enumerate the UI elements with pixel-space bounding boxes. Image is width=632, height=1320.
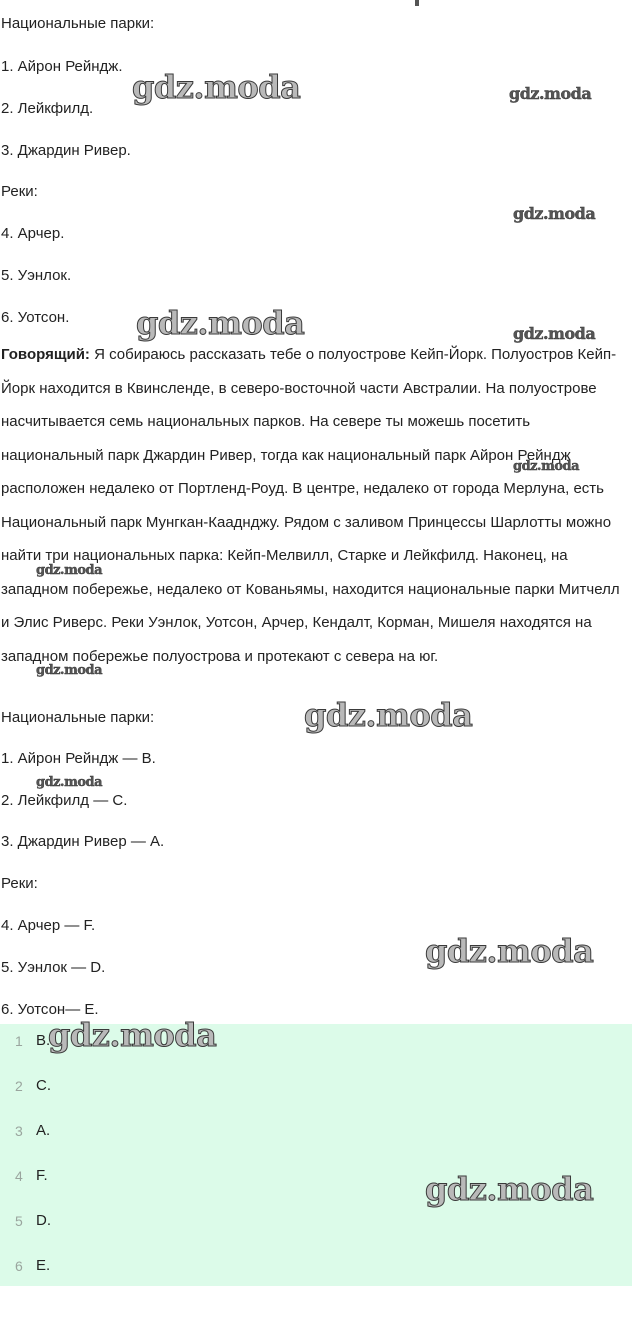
speaker-paragraph: [1, 338, 631, 673]
watermark: gdz.moda: [513, 459, 580, 474]
list-item: 2. Лейкфилд.: [1, 100, 94, 117]
answer-block: [0, 1024, 632, 1286]
list-item: 4. Арчер.: [1, 225, 65, 242]
watermark: gdz.moda: [36, 775, 103, 790]
speaker-text: Я собираюсь рассказать тебе о полуострове Кейп-Йорк. Полуостров Кейп-Йорк находится в Квинсленде, в северо-восточной части Австралии. На полуострове насчитывается семь национальных парков. На севере ты можешь посетить национальный парк Джардин Ривер, тогда как национальный парк Айрон Рейндж расположен недалеко от Портленд-Роуд. В центре, недалеко от города Мерлуна, есть Национальный парк Мунгкан-Кааднджу. Рядом с заливом Принцессы Шарлотты можно найти три национальных парка: Кейп-Мелвилл, Старке и Лейкфилд. Наконец, на западном побережье, недалеко от Кованьямы, находится национальные парки Митчелл и Элис Риверс. Реки Уэнлок, Уотсон, Арчер, Кендалт, Корман, Мишеля находятся на западном побережье полуострова и протекают с севера на юг.: [1, 346, 620, 665]
answer-value: B.: [36, 1032, 51, 1049]
watermark: gdz.moda: [513, 204, 596, 223]
watermark: gdz.moda: [425, 932, 594, 970]
watermark: gdz.moda: [36, 563, 103, 578]
rivers-header: Реки:: [1, 183, 38, 200]
rivers-header: Реки:: [1, 875, 38, 892]
list-item: 1. Айрон Рейндж — B.: [1, 750, 156, 767]
list-item: 3. Джардин Ривер.: [1, 142, 131, 159]
parks-header: Национальные парки:: [1, 709, 155, 726]
answer-value: A.: [36, 1122, 51, 1139]
watermark: gdz.moda: [509, 84, 592, 103]
answer-number: 4: [15, 1168, 23, 1184]
answer-value: F.: [36, 1167, 48, 1184]
answer-number: 6: [15, 1258, 23, 1274]
list-item: 1. Айрон Рейндж.: [1, 58, 123, 75]
scroll-marker: [415, 0, 419, 6]
answer-number: 5: [15, 1213, 23, 1229]
watermark: gdz.moda: [304, 696, 473, 734]
list-item: 5. Уэнлок — D.: [1, 959, 106, 976]
answer-value: D.: [36, 1212, 51, 1229]
watermark: gdz.moda: [136, 304, 305, 342]
answer-number: 3: [15, 1123, 23, 1139]
list-item: 2. Лейкфилд — C.: [1, 792, 128, 809]
list-item: 6. Уотсон.: [1, 309, 70, 326]
watermark: gdz.moda: [132, 68, 301, 106]
answer-value: E.: [36, 1257, 51, 1274]
watermark: gdz.moda: [36, 663, 103, 678]
watermark: gdz.moda: [48, 1016, 217, 1054]
speaker-label: Говорящий:: [1, 346, 90, 363]
list-item: 3. Джардин Ривер — A.: [1, 833, 165, 850]
list-item: 4. Арчер — F.: [1, 917, 96, 934]
watermark: gdz.moda: [425, 1170, 594, 1208]
parks-header: Национальные парки:: [1, 15, 155, 32]
list-item: 6. Уотсон— E.: [1, 1001, 99, 1018]
answer-number: 2: [15, 1078, 23, 1094]
answer-number: 1: [15, 1033, 23, 1049]
answer-value: C.: [36, 1077, 51, 1094]
watermark: gdz.moda: [513, 324, 596, 343]
list-item: 5. Уэнлок.: [1, 267, 72, 284]
